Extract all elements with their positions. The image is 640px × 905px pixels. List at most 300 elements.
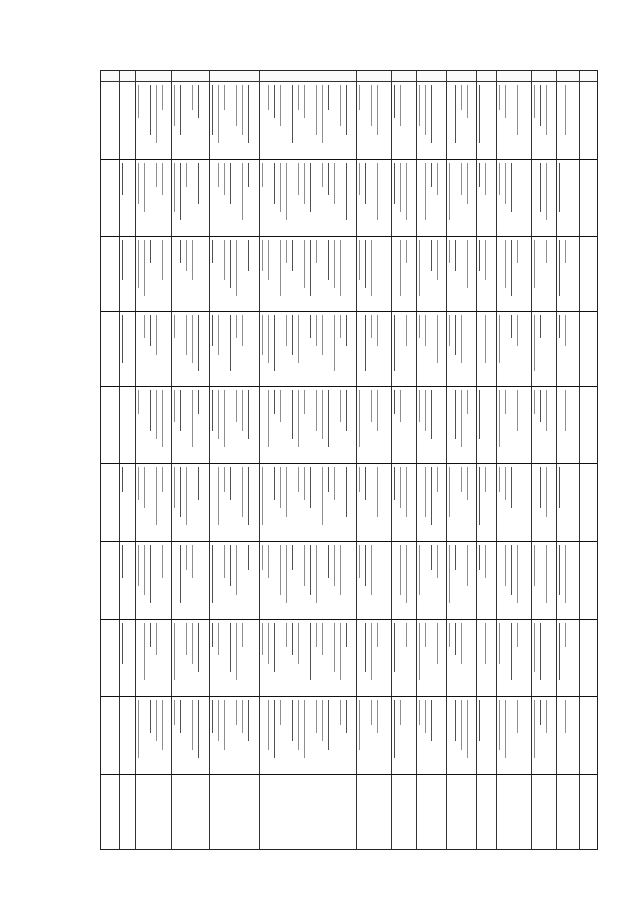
illegible-text-line: [180, 545, 181, 603]
illegible-text-line: [280, 390, 281, 422]
illegible-text-line: [162, 467, 163, 492]
illegible-text-line: [400, 467, 401, 508]
illegible-text-line: [186, 467, 187, 525]
illegible-text-line: [310, 315, 311, 338]
illegible-text-line: [455, 700, 456, 741]
column-divider: [135, 71, 136, 849]
illegible-text-line: [334, 467, 335, 500]
illegible-text-line: [316, 623, 317, 647]
illegible-text-line: [461, 390, 462, 447]
illegible-text-line: [248, 85, 249, 143]
illegible-text-line: [499, 85, 500, 110]
illegible-text-line: [186, 545, 187, 570]
illegible-text-line: [449, 163, 450, 220]
illegible-text-line: [268, 240, 269, 280]
illegible-text-line: [377, 163, 378, 220]
row-divider: [101, 386, 597, 387]
illegible-text-line: [230, 240, 231, 288]
illegible-text-line: [212, 700, 213, 733]
illegible-text-line: [334, 545, 335, 586]
column-divider: [446, 71, 447, 849]
illegible-text-line: [224, 700, 225, 750]
illegible-text-line: [437, 545, 438, 578]
illegible-text-line: [198, 85, 199, 118]
illegible-text-line: [394, 85, 395, 118]
illegible-text-line: [162, 700, 163, 750]
illegible-text-line: [540, 390, 541, 422]
illegible-text-line: [218, 390, 219, 439]
illegible-text-line: [212, 85, 213, 135]
illegible-text-line: [242, 390, 243, 431]
illegible-text-line: [156, 85, 157, 143]
illegible-text-line: [479, 545, 480, 570]
illegible-text-line: [565, 85, 566, 135]
illegible-text-line: [437, 467, 438, 492]
illegible-text-line: [304, 163, 305, 204]
illegible-text-line: [479, 240, 480, 271]
illegible-text-line: [346, 700, 347, 733]
illegible-text-line: [505, 240, 506, 288]
column-divider: [496, 71, 497, 849]
illegible-text-line: [156, 163, 157, 187]
illegible-text-line: [162, 390, 163, 447]
illegible-text-line: [230, 623, 231, 672]
illegible-text-line: [274, 467, 275, 500]
illegible-text-line: [212, 545, 213, 603]
illegible-text-line: [248, 467, 249, 525]
illegible-text-line: [248, 700, 249, 741]
illegible-text-line: [479, 163, 480, 187]
illegible-text-line: [359, 545, 360, 578]
illegible-text-line: [322, 163, 323, 187]
column-divider: [556, 71, 557, 849]
illegible-text-line: [180, 700, 181, 733]
illegible-text-line: [499, 163, 500, 195]
column-divider: [171, 71, 172, 849]
illegible-text-line: [467, 700, 468, 758]
illegible-text-line: [268, 315, 269, 363]
illegible-text-line: [316, 390, 317, 431]
illegible-text-line: [144, 240, 145, 296]
illegible-text-line: [546, 240, 547, 263]
illegible-text-line: [144, 623, 145, 680]
illegible-text-line: [540, 467, 541, 508]
illegible-text-line: [394, 623, 395, 672]
illegible-text-line: [546, 700, 547, 733]
illegible-text-line: [340, 700, 341, 725]
illegible-text-line: [559, 315, 560, 338]
illegible-text-line: [449, 315, 450, 346]
illegible-text-line: [224, 85, 225, 110]
row-divider: [101, 541, 597, 542]
illegible-text-line: [419, 315, 420, 338]
illegible-text-line: [431, 700, 432, 741]
illegible-text-line: [162, 545, 163, 578]
illegible-text-line: [122, 467, 123, 492]
illegible-text-line: [274, 163, 275, 204]
illegible-text-line: [371, 700, 372, 725]
illegible-text-line: [559, 467, 560, 508]
illegible-text-line: [431, 163, 432, 187]
illegible-text-line: [322, 315, 323, 355]
illegible-text-line: [431, 545, 432, 570]
illegible-text-line: [546, 467, 547, 517]
illegible-text-line: [479, 700, 480, 741]
illegible-text-line: [224, 390, 225, 447]
illegible-text-line: [198, 163, 199, 204]
illegible-text-line: [517, 315, 518, 346]
illegible-text-line: [144, 315, 145, 338]
illegible-text-line: [505, 85, 506, 118]
illegible-text-line: [138, 545, 139, 586]
illegible-text-line: [230, 545, 231, 586]
illegible-text-line: [236, 240, 237, 296]
illegible-text-line: [419, 545, 420, 595]
illegible-text-line: [236, 623, 237, 680]
illegible-text-line: [559, 623, 560, 680]
illegible-text-line: [268, 545, 269, 578]
illegible-text-line: [534, 390, 535, 414]
illegible-text-line: [377, 623, 378, 647]
illegible-text-line: [122, 545, 123, 578]
illegible-text-line: [280, 467, 281, 508]
illegible-text-line: [431, 467, 432, 525]
row-divider: [101, 236, 597, 237]
illegible-text-line: [186, 240, 187, 271]
illegible-text-line: [304, 467, 305, 500]
illegible-text-line: [461, 163, 462, 195]
illegible-text-line: [485, 623, 486, 664]
illegible-text-line: [455, 240, 456, 271]
illegible-text-line: [431, 85, 432, 143]
illegible-text-line: [461, 623, 462, 664]
illegible-text-line: [534, 545, 535, 586]
illegible-text-line: [180, 467, 181, 517]
illegible-text-line: [328, 163, 329, 195]
illegible-text-line: [292, 700, 293, 741]
illegible-text-line: [242, 85, 243, 135]
illegible-text-line: [479, 85, 480, 143]
row-divider: [101, 619, 597, 620]
illegible-text-line: [406, 240, 407, 263]
illegible-text-line: [138, 390, 139, 414]
illegible-text-line: [511, 315, 512, 338]
illegible-text-line: [431, 390, 432, 439]
illegible-text-line: [479, 390, 480, 439]
illegible-text-line: [218, 315, 219, 355]
illegible-text-line: [437, 623, 438, 664]
illegible-text-line: [198, 700, 199, 758]
illegible-text-line: [274, 390, 275, 414]
row-divider: [101, 696, 597, 697]
illegible-text-line: [517, 545, 518, 603]
illegible-text-line: [565, 390, 566, 431]
illegible-text-line: [298, 315, 299, 363]
illegible-text-line: [138, 85, 139, 118]
illegible-text-line: [298, 85, 299, 110]
illegible-text-line: [286, 623, 287, 647]
illegible-text-line: [322, 85, 323, 143]
illegible-text-line: [499, 315, 500, 363]
illegible-text-line: [316, 240, 317, 263]
illegible-text-line: [346, 163, 347, 220]
illegible-text-line: [248, 163, 249, 187]
illegible-text-line: [298, 700, 299, 750]
illegible-text-line: [346, 623, 347, 647]
illegible-text-line: [274, 315, 275, 371]
illegible-text-line: [340, 545, 341, 595]
illegible-text-line: [186, 315, 187, 355]
illegible-text-line: [340, 623, 341, 680]
illegible-text-line: [150, 85, 151, 135]
illegible-text-line: [280, 545, 281, 595]
illegible-text-line: [292, 240, 293, 271]
illegible-text-line: [310, 163, 311, 212]
illegible-text-line: [212, 390, 213, 431]
illegible-text-line: [359, 700, 360, 750]
illegible-text-line: [534, 240, 535, 288]
illegible-text-line: [286, 315, 287, 346]
illegible-text-line: [274, 700, 275, 758]
illegible-text-line: [174, 163, 175, 212]
illegible-text-line: [322, 467, 323, 525]
illegible-text-line: [248, 545, 249, 570]
illegible-text-line: [455, 390, 456, 439]
illegible-text-line: [162, 240, 163, 280]
illegible-text-line: [540, 85, 541, 126]
illegible-text-line: [198, 467, 199, 500]
page-number: [30, 425, 42, 437]
illegible-text-line: [198, 390, 199, 414]
row-divider: [101, 159, 597, 160]
illegible-text-line: [174, 623, 175, 680]
illegible-text-line: [546, 545, 547, 603]
illegible-text-line: [304, 240, 305, 288]
illegible-text-line: [419, 85, 420, 126]
illegible-text-line: [138, 467, 139, 500]
illegible-text-line: [292, 623, 293, 655]
illegible-text-line: [334, 240, 335, 288]
column-divider: [356, 71, 357, 849]
illegible-text-line: [377, 467, 378, 517]
illegible-text-line: [316, 545, 317, 603]
illegible-text-line: [449, 467, 450, 517]
illegible-text-line: [419, 623, 420, 680]
illegible-text-line: [359, 163, 360, 195]
illegible-text-line: [122, 240, 123, 280]
illegible-text-line: [280, 85, 281, 126]
illegible-text-line: [461, 467, 462, 492]
column-number-header-strip: [101, 71, 597, 81]
illegible-text-line: [328, 545, 329, 578]
illegible-text-line: [455, 315, 456, 355]
illegible-text-line: [180, 240, 181, 263]
illegible-text-line: [242, 315, 243, 346]
illegible-text-line: [262, 467, 263, 525]
illegible-text-line: [138, 240, 139, 288]
illegible-text-line: [192, 545, 193, 578]
illegible-text-line: [280, 240, 281, 296]
illegible-text-line: [394, 467, 395, 500]
illegible-text-line: [292, 85, 293, 143]
illegible-text-line: [467, 85, 468, 118]
illegible-text-line: [559, 163, 560, 212]
illegible-text-line: [485, 545, 486, 578]
illegible-text-line: [346, 390, 347, 431]
illegible-text-line: [248, 390, 249, 439]
illegible-text-line: [371, 315, 372, 338]
illegible-text-line: [546, 390, 547, 431]
illegible-text-line: [316, 85, 317, 135]
illegible-text-line: [565, 623, 566, 647]
illegible-text-line: [310, 545, 311, 595]
illegible-text-line: [150, 623, 151, 647]
illegible-text-line: [365, 240, 366, 288]
illegible-text-line: [406, 467, 407, 517]
column-divider: [476, 71, 477, 849]
illegible-text-line: [359, 85, 360, 110]
illegible-text-line: [394, 390, 395, 414]
illegible-text-line: [280, 163, 281, 212]
illegible-text-line: [198, 315, 199, 371]
illegible-text-line: [371, 545, 372, 595]
illegible-text-line: [268, 623, 269, 664]
illegible-text-line: [174, 467, 175, 508]
illegible-text-line: [437, 315, 438, 363]
illegible-text-line: [310, 240, 311, 296]
illegible-text-line: [431, 240, 432, 271]
illegible-text-line: [340, 390, 341, 422]
illegible-text-line: [377, 390, 378, 431]
column-divider: [119, 71, 120, 849]
illegible-text-line: [365, 623, 366, 672]
illegible-text-line: [192, 390, 193, 447]
illegible-text-line: [359, 240, 360, 280]
illegible-text-line: [455, 85, 456, 143]
illegible-text-line: [328, 240, 329, 280]
illegible-text-line: [156, 390, 157, 439]
illegible-text-line: [150, 545, 151, 603]
illegible-text-line: [230, 315, 231, 371]
illegible-text-line: [316, 700, 317, 733]
illegible-text-line: [505, 163, 506, 204]
illegible-text-line: [292, 315, 293, 355]
illegible-text-line: [365, 545, 366, 586]
illegible-text-line: [162, 163, 163, 195]
illegible-text-line: [236, 315, 237, 338]
illegible-text-line: [236, 390, 237, 422]
column-divider: [259, 71, 260, 849]
illegible-text-line: [485, 163, 486, 195]
illegible-text-line: [505, 545, 506, 586]
illegible-text-line: [242, 623, 243, 647]
illegible-text-line: [437, 240, 438, 280]
illegible-text-line: [156, 623, 157, 655]
illegible-text-line: [467, 163, 468, 204]
illegible-text-line: [485, 240, 486, 280]
illegible-text-line: [400, 545, 401, 595]
illegible-text-line: [467, 390, 468, 414]
illegible-text-line: [540, 315, 541, 338]
illegible-text-line: [517, 623, 518, 647]
illegible-text-line: [192, 240, 193, 280]
illegible-text-line: [122, 163, 123, 195]
illegible-text-line: [485, 467, 486, 492]
illegible-text-line: [425, 467, 426, 517]
illegible-text-line: [310, 467, 311, 508]
illegible-text-line: [212, 315, 213, 346]
illegible-text-line: [449, 240, 450, 263]
illegible-text-line: [212, 623, 213, 647]
illegible-text-line: [174, 315, 175, 338]
illegible-text-line: [437, 163, 438, 195]
illegible-text-line: [268, 85, 269, 110]
illegible-text-line: [540, 700, 541, 725]
illegible-text-line: [461, 700, 462, 750]
illegible-text-line: [144, 545, 145, 595]
column-divider: [209, 71, 210, 849]
illegible-text-line: [156, 315, 157, 355]
illegible-text-line: [467, 467, 468, 500]
illegible-text-line: [534, 85, 535, 118]
illegible-text-line: [156, 700, 157, 741]
illegible-text-line: [242, 163, 243, 220]
illegible-text-line: [449, 623, 450, 647]
illegible-text-line: [242, 700, 243, 733]
illegible-text-line: [328, 467, 329, 492]
illegible-text-line: [224, 163, 225, 195]
illegible-text-line: [377, 315, 378, 346]
illegible-text-line: [262, 623, 263, 655]
illegible-text-line: [425, 623, 426, 647]
illegible-text-line: [540, 623, 541, 680]
illegible-text-line: [559, 240, 560, 296]
illegible-text-line: [218, 163, 219, 187]
illegible-text-line: [230, 467, 231, 500]
illegible-text-line: [371, 390, 372, 422]
illegible-text-line: [499, 390, 500, 447]
illegible-text-line: [449, 545, 450, 603]
illegible-text-line: [262, 240, 263, 271]
header-divider: [101, 81, 597, 82]
illegible-text-line: [534, 700, 535, 758]
illegible-text-line: [316, 315, 317, 346]
illegible-text-line: [565, 700, 566, 733]
illegible-text-line: [280, 700, 281, 725]
row-divider: [101, 463, 597, 464]
illegible-text-line: [328, 85, 329, 110]
illegible-text-line: [340, 240, 341, 296]
illegible-text-line: [242, 467, 243, 517]
illegible-text-line: [511, 240, 512, 296]
illegible-text-line: [419, 700, 420, 725]
illegible-text-line: [419, 240, 420, 296]
illegible-text-line: [400, 700, 401, 725]
illegible-text-line: [328, 390, 329, 447]
illegible-text-line: [262, 163, 263, 187]
illegible-text-line: [359, 390, 360, 447]
illegible-text-line: [479, 467, 480, 525]
illegible-text-line: [230, 163, 231, 204]
illegible-text-line: [236, 545, 237, 595]
illegible-text-line: [505, 390, 506, 414]
illegible-text-line: [511, 545, 512, 595]
illegible-text-line: [505, 700, 506, 758]
illegible-text-line: [286, 240, 287, 263]
illegible-text-line: [400, 163, 401, 212]
illegible-text-line: [400, 240, 401, 296]
illegible-text-line: [192, 700, 193, 750]
